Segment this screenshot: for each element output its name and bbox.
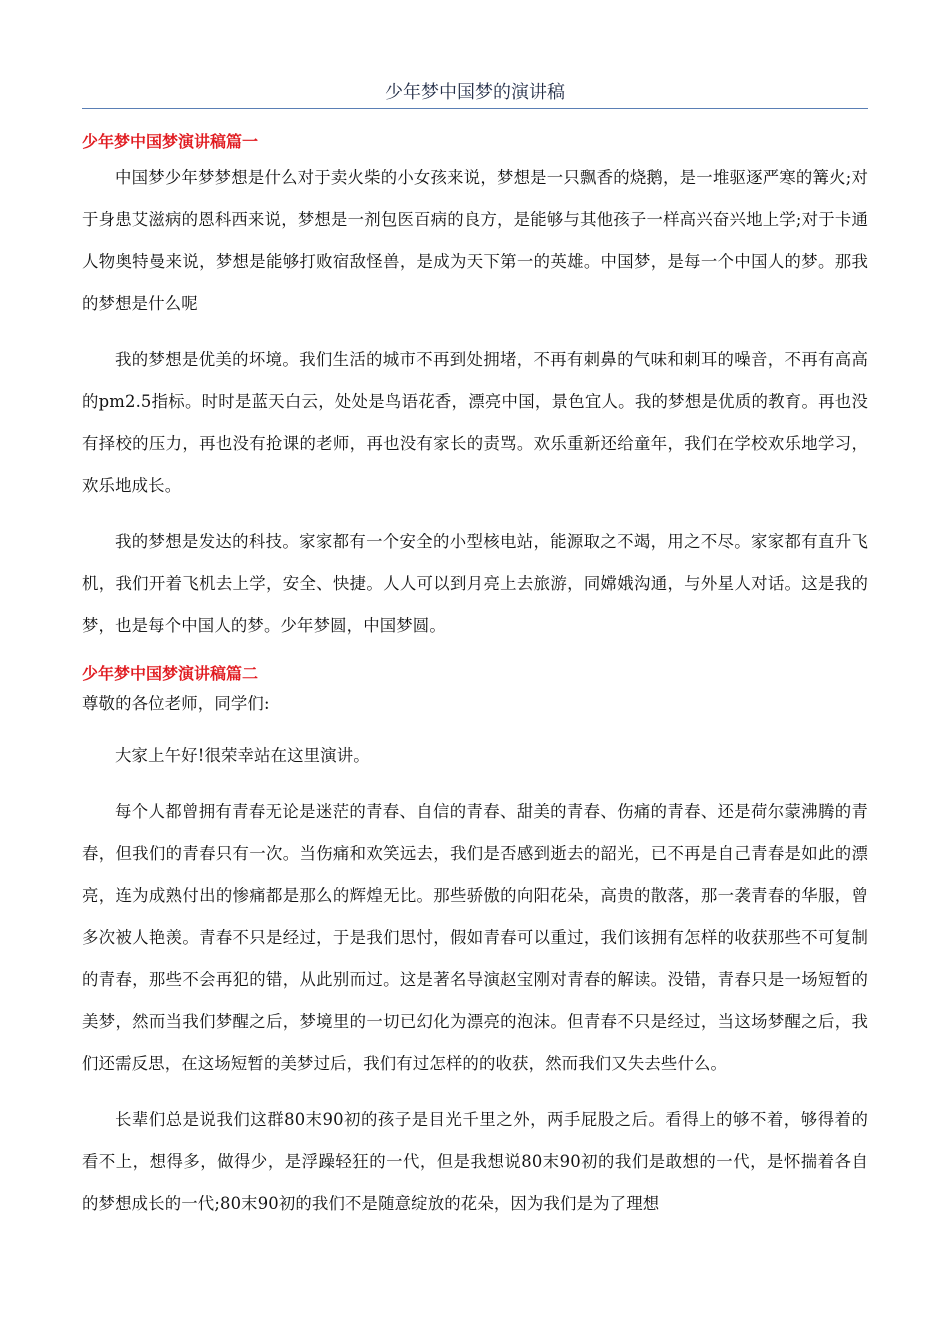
- paragraph: 大家上午好!很荣幸站在这里演讲。: [115, 746, 370, 765]
- section-heading-1: 少年梦中国梦演讲稿篇一: [82, 132, 259, 151]
- document-header: 少年梦中国梦的演讲稿: [82, 80, 868, 109]
- section-heading-2: 少年梦中国梦演讲稿篇二: [82, 664, 259, 683]
- paragraph: 每个人都曾拥有青春无论是迷茫的青春、自信的青春、甜美的青春、伤痛的青春、还是荷尔蒙沸腾的青春，但我们的青春只有一次。当伤痛和欢笑远去，我们是否感到逝去的韶光，已不再是自己青春是如此的漂亮，连为成熟付出的惨痛都是那么的辉煌无比。那些骄傲的向阳花朵，高贵的散落，那一袭青春的华服，曾多次被人艳羡。青春不只是经过，于是我们思忖，假如青春可以重过，我们该拥有怎样的收获那些不可复制的青春，那些不会再犯的错，从此别而过。这是著名导演赵宝刚对青春的解读。没错，青春只是一场短暂的美梦，然而当我们梦醒之后，梦境里的一切已幻化为漂亮的泡沫。但青春不只是经过，当这场梦醒之后，我们还需反思，在这场短暂的美梦过后，我们有过怎样的的收获，然而我们又失去些什么。: [82, 802, 868, 1073]
- document-page: [82, 0, 868, 1225]
- salutation: 尊敬的各位老师，同学们:: [82, 694, 270, 713]
- paragraph: 我的梦想是优美的坏境。我们生活的城市不再到处拥堵，不再有刺鼻的气味和刺耳的噪音，不再有高高的pm2.5指标。时时是蓝天白云，处处是鸟语花香，漂亮中国，景色宜人。我的梦想是优质的教育。再也没有择校的压力，再也没有抢课的老师，再也没有家长的责骂。欢乐重新还给童年，我们在学校欢乐地学习，欢乐地成长。: [82, 350, 868, 495]
- paragraph: 长辈们总是说我们这群80末90初的孩子是目光千里之外，两手屁股之后。看得上的够不着，够得着的看不上，想得多，做得少，是浮躁轻狂的一代，但是我想说80末90初的我们是敢想的一代，是怀揣着各自的梦想成长的一代;80末90初的我们不是随意绽放的花朵，因为我们是为了理想: [82, 1110, 868, 1213]
- paragraph: 我的梦想是发达的科技。家家都有一个安全的小型核电站，能源取之不竭，用之不尽。家家都有直升飞机，我们开着飞机去上学，安全、快捷。人人可以到月亮上去旅游，同嫦娥沟通，与外星人对话。这是我的梦，也是每个中国人的梦。少年梦圆，中国梦圆。: [82, 532, 868, 635]
- paragraph: 中国梦少年梦梦想是什么对于卖火柴的小女孩来说，梦想是一只飘香的烧鹅，是一堆驱逐严寒的篝火;对于身患艾滋病的恩科西来说，梦想是一剂包医百病的良方，是能够与其他孩子一样高兴奋兴地上学;对于卡通人物奥特曼来说，梦想是能够打败宿敌怪兽，是成为天下第一的英雄。中国梦，是每一个中国人的梦。那我的梦想是什么呢: [82, 168, 868, 313]
